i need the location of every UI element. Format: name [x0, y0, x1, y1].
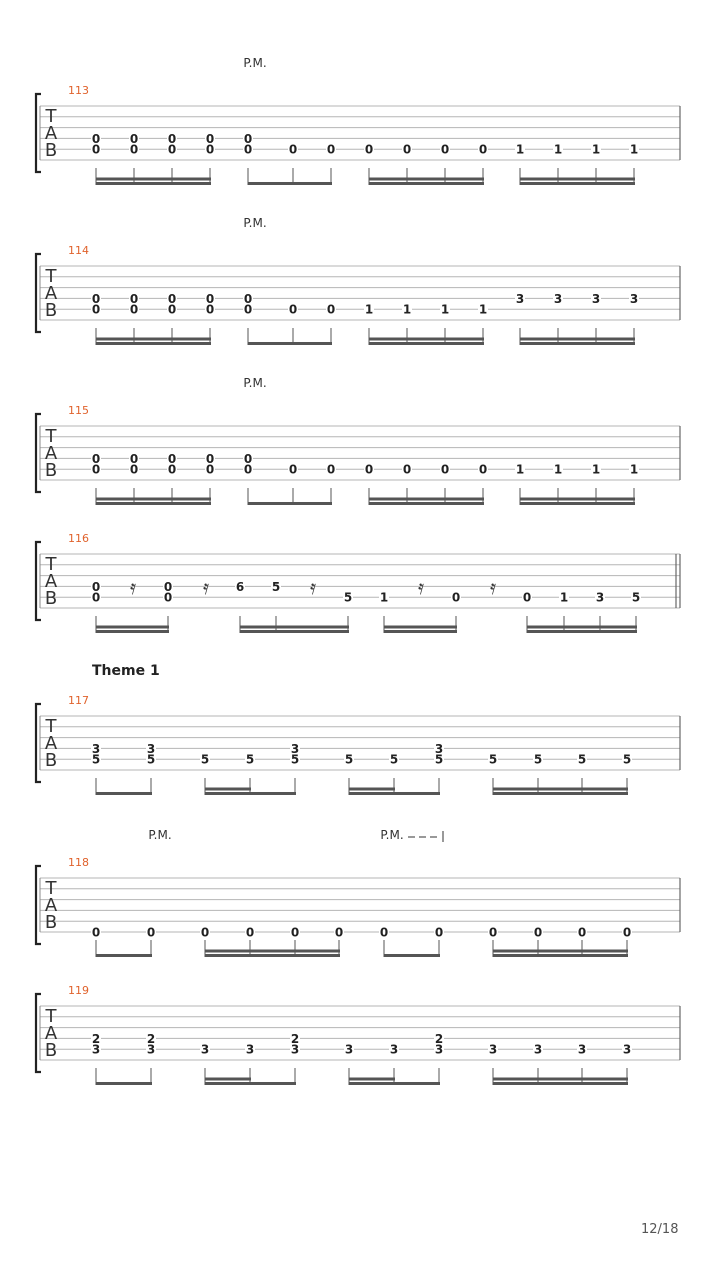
fret-number: 0	[434, 925, 444, 940]
tab-clef-letter: T	[45, 878, 57, 899]
fret-number: 0	[402, 462, 412, 477]
fret-number: 1	[629, 462, 639, 477]
note-beam	[369, 182, 484, 185]
tab-clef-letter: A	[44, 283, 58, 304]
fret-number: 0	[243, 131, 253, 146]
tab-clef-letter: T	[45, 266, 57, 287]
note-beam	[493, 788, 628, 791]
fret-number: 1	[478, 302, 488, 317]
fret-number: 0	[167, 462, 177, 477]
fret-number: 0	[288, 302, 298, 317]
fret-number: 0	[478, 462, 488, 477]
fret-number: 0	[243, 142, 253, 157]
note-beam	[205, 950, 340, 953]
bar-number: 116	[68, 532, 89, 545]
tab-clef-letter: T	[45, 554, 57, 575]
palm-mute-label: P.M.	[148, 828, 172, 842]
fret-number: 3	[389, 1042, 399, 1057]
fret-number: 1	[553, 142, 563, 157]
fret-number: 0	[326, 302, 336, 317]
fret-number: 3	[595, 590, 605, 605]
note-beam	[520, 182, 635, 185]
tab-clef-letter: B	[44, 750, 58, 771]
tab-clef-letter: A	[44, 1023, 58, 1044]
fret-number: 0	[622, 925, 632, 940]
fret-number: 5	[200, 752, 210, 767]
note-beam	[520, 338, 635, 341]
sixteenth-rest: 𝄿	[309, 575, 317, 599]
fret-number: 5	[91, 752, 101, 767]
note-beam	[349, 792, 440, 795]
palm-mute-label: P.M.	[380, 828, 404, 842]
tab-clef-letter: A	[44, 733, 58, 754]
fret-number: 0	[205, 291, 215, 306]
fret-number: 3	[91, 1042, 101, 1057]
fret-number: 0	[91, 590, 101, 605]
bar-number: 115	[68, 404, 89, 417]
fret-number: 5	[146, 752, 156, 767]
note-beam	[96, 792, 152, 795]
section-label: Theme 1	[92, 663, 160, 679]
note-beam	[240, 630, 349, 633]
note-sub-beam	[349, 788, 395, 791]
fret-number: 0	[129, 291, 139, 306]
fret-number: 1	[629, 142, 639, 157]
note-beam	[96, 502, 211, 505]
fret-number: 5	[344, 752, 354, 767]
fret-number: 0	[451, 590, 461, 605]
sixteenth-rest: 𝄿	[129, 575, 137, 599]
note-beam	[527, 630, 637, 633]
fret-number: 3	[629, 291, 639, 306]
fret-number: 5	[622, 752, 632, 767]
note-beam	[349, 1082, 440, 1085]
fret-number: 5	[290, 752, 300, 767]
fret-number: 0	[533, 925, 543, 940]
fret-number: 5	[488, 752, 498, 767]
fret-number: 1	[515, 462, 525, 477]
tab-clef-letter: B	[44, 140, 58, 161]
fret-number: 3	[553, 291, 563, 306]
palm-mute-label: P.M.	[243, 216, 267, 230]
tab-clef-letter: T	[45, 716, 57, 737]
fret-number: 0	[91, 462, 101, 477]
fret-number: 0	[91, 142, 101, 157]
fret-number: 0	[488, 925, 498, 940]
tab-clef-letter: A	[44, 123, 58, 144]
bar-number: 113	[68, 84, 89, 97]
note-beam	[369, 342, 484, 345]
fret-number: 0	[91, 579, 101, 594]
fret-number: 2	[290, 1031, 300, 1046]
note-beam	[96, 178, 211, 181]
note-beam	[384, 630, 457, 633]
fret-number: 3	[200, 1042, 210, 1057]
bar-number: 118	[68, 856, 89, 869]
sixteenth-rest: 𝄿	[202, 575, 210, 599]
fret-number: 3	[488, 1042, 498, 1057]
fret-number: 1	[379, 590, 389, 605]
fret-number: 3	[290, 1042, 300, 1057]
fret-number: 0	[205, 302, 215, 317]
tab-clef-letter: B	[44, 300, 58, 321]
bar-number: 119	[68, 984, 89, 997]
fret-number: 1	[364, 302, 374, 317]
note-beam	[96, 498, 211, 501]
fret-number: 0	[205, 142, 215, 157]
fret-number: 0	[200, 925, 210, 940]
note-beam	[493, 950, 628, 953]
note-sub-beam	[205, 1078, 251, 1081]
fret-number: 5	[434, 752, 444, 767]
fret-number: 0	[326, 462, 336, 477]
fret-number: 0	[205, 462, 215, 477]
fret-number: 0	[243, 302, 253, 317]
note-beam	[96, 338, 211, 341]
fret-number: 0	[245, 925, 255, 940]
tab-clef-letter: T	[45, 1006, 57, 1027]
fret-number: 0	[146, 925, 156, 940]
note-beam	[248, 502, 332, 505]
sixteenth-rest: 𝄿	[489, 575, 497, 599]
fret-number: 0	[334, 925, 344, 940]
fret-number: 0	[91, 302, 101, 317]
sixteenth-rest: 𝄿	[417, 575, 425, 599]
fret-number: 3	[290, 741, 300, 756]
fret-number: 1	[440, 302, 450, 317]
fret-number: 0	[402, 142, 412, 157]
note-beam	[527, 626, 637, 629]
fret-number: 6	[235, 579, 245, 594]
fret-number: 0	[163, 590, 173, 605]
tab-clef-letter: B	[44, 460, 58, 481]
note-beam	[205, 954, 340, 957]
fret-number: 5	[271, 579, 281, 594]
note-beam	[520, 502, 635, 505]
fret-number: 0	[205, 451, 215, 466]
fret-number: 3	[533, 1042, 543, 1057]
note-beam	[96, 626, 169, 629]
fret-number: 2	[91, 1031, 101, 1046]
note-beam	[384, 626, 457, 629]
note-beam	[369, 498, 484, 501]
bar-number: 117	[68, 694, 89, 707]
fret-number: 3	[434, 1042, 444, 1057]
fret-number: 1	[591, 142, 601, 157]
fret-number: 3	[591, 291, 601, 306]
fret-number: 3	[344, 1042, 354, 1057]
tab-clef-letter: A	[44, 443, 58, 464]
note-beam	[96, 182, 211, 185]
fret-number: 2	[146, 1031, 156, 1046]
note-beam	[248, 342, 332, 345]
fret-number: 5	[389, 752, 399, 767]
tab-clef-letter: T	[45, 106, 57, 127]
fret-number: 5	[343, 590, 353, 605]
fret-number: 2	[434, 1031, 444, 1046]
note-beam	[369, 178, 484, 181]
fret-number: 1	[515, 142, 525, 157]
fret-number: 0	[243, 291, 253, 306]
fret-number: 0	[167, 291, 177, 306]
note-beam	[96, 1082, 152, 1085]
note-beam	[520, 342, 635, 345]
palm-mute-label: P.M.	[243, 56, 267, 70]
note-beam	[205, 792, 296, 795]
note-beam	[520, 498, 635, 501]
tab-clef-letter: B	[44, 912, 58, 933]
fret-number: 3	[146, 1042, 156, 1057]
note-sub-beam	[205, 788, 251, 791]
note-beam	[520, 178, 635, 181]
palm-mute-label: P.M.	[243, 376, 267, 390]
fret-number: 0	[167, 302, 177, 317]
fret-number: 0	[129, 451, 139, 466]
fret-number: 0	[288, 462, 298, 477]
fret-number: 0	[91, 451, 101, 466]
fret-number: 3	[515, 291, 525, 306]
fret-number: 3	[577, 1042, 587, 1057]
fret-number: 3	[245, 1042, 255, 1057]
fret-number: 0	[440, 142, 450, 157]
fret-number: 0	[243, 451, 253, 466]
fret-number: 5	[245, 752, 255, 767]
note-beam	[248, 182, 332, 185]
fret-number: 0	[163, 579, 173, 594]
fret-number: 5	[577, 752, 587, 767]
fret-number: 0	[577, 925, 587, 940]
fret-number: 1	[591, 462, 601, 477]
note-sub-beam	[349, 1078, 395, 1081]
fret-number: 0	[326, 142, 336, 157]
note-beam	[205, 1082, 296, 1085]
note-beam	[96, 342, 211, 345]
note-beam	[493, 1078, 628, 1081]
tab-clef-letter: B	[44, 1040, 58, 1061]
fret-number: 0	[167, 142, 177, 157]
fret-number: 0	[91, 291, 101, 306]
fret-number: 0	[91, 131, 101, 146]
fret-number: 0	[167, 451, 177, 466]
fret-number: 0	[129, 131, 139, 146]
note-beam	[369, 502, 484, 505]
fret-number: 3	[434, 741, 444, 756]
tab-clef-letter: B	[44, 588, 58, 609]
fret-number: 0	[364, 462, 374, 477]
fret-number: 5	[631, 590, 641, 605]
note-beam	[96, 954, 152, 957]
fret-number: 1	[553, 462, 563, 477]
tab-clef-letter: A	[44, 895, 58, 916]
fret-number: 0	[288, 142, 298, 157]
fret-number: 0	[243, 462, 253, 477]
fret-number: 0	[290, 925, 300, 940]
note-beam	[240, 626, 349, 629]
fret-number: 0	[205, 131, 215, 146]
tab-clef-letter: T	[45, 426, 57, 447]
fret-number: 0	[478, 142, 488, 157]
fret-number: 5	[533, 752, 543, 767]
fret-number: 0	[364, 142, 374, 157]
note-beam	[493, 792, 628, 795]
fret-number: 3	[622, 1042, 632, 1057]
fret-number: 1	[559, 590, 569, 605]
fret-number: 0	[167, 131, 177, 146]
tab-clef-letter: A	[44, 571, 58, 592]
note-beam	[96, 630, 169, 633]
fret-number: 1	[402, 302, 412, 317]
fret-number: 0	[379, 925, 389, 940]
fret-number: 0	[129, 462, 139, 477]
bar-number: 114	[68, 244, 89, 257]
fret-number: 3	[91, 741, 101, 756]
fret-number: 0	[129, 302, 139, 317]
fret-number: 0	[440, 462, 450, 477]
fret-number: 0	[91, 925, 101, 940]
page-number: 12/18	[641, 1222, 679, 1237]
fret-number: 0	[129, 142, 139, 157]
note-beam	[369, 338, 484, 341]
note-beam	[384, 954, 440, 957]
fret-number: 0	[522, 590, 532, 605]
note-beam	[493, 954, 628, 957]
note-beam	[493, 1082, 628, 1085]
fret-number: 3	[146, 741, 156, 756]
